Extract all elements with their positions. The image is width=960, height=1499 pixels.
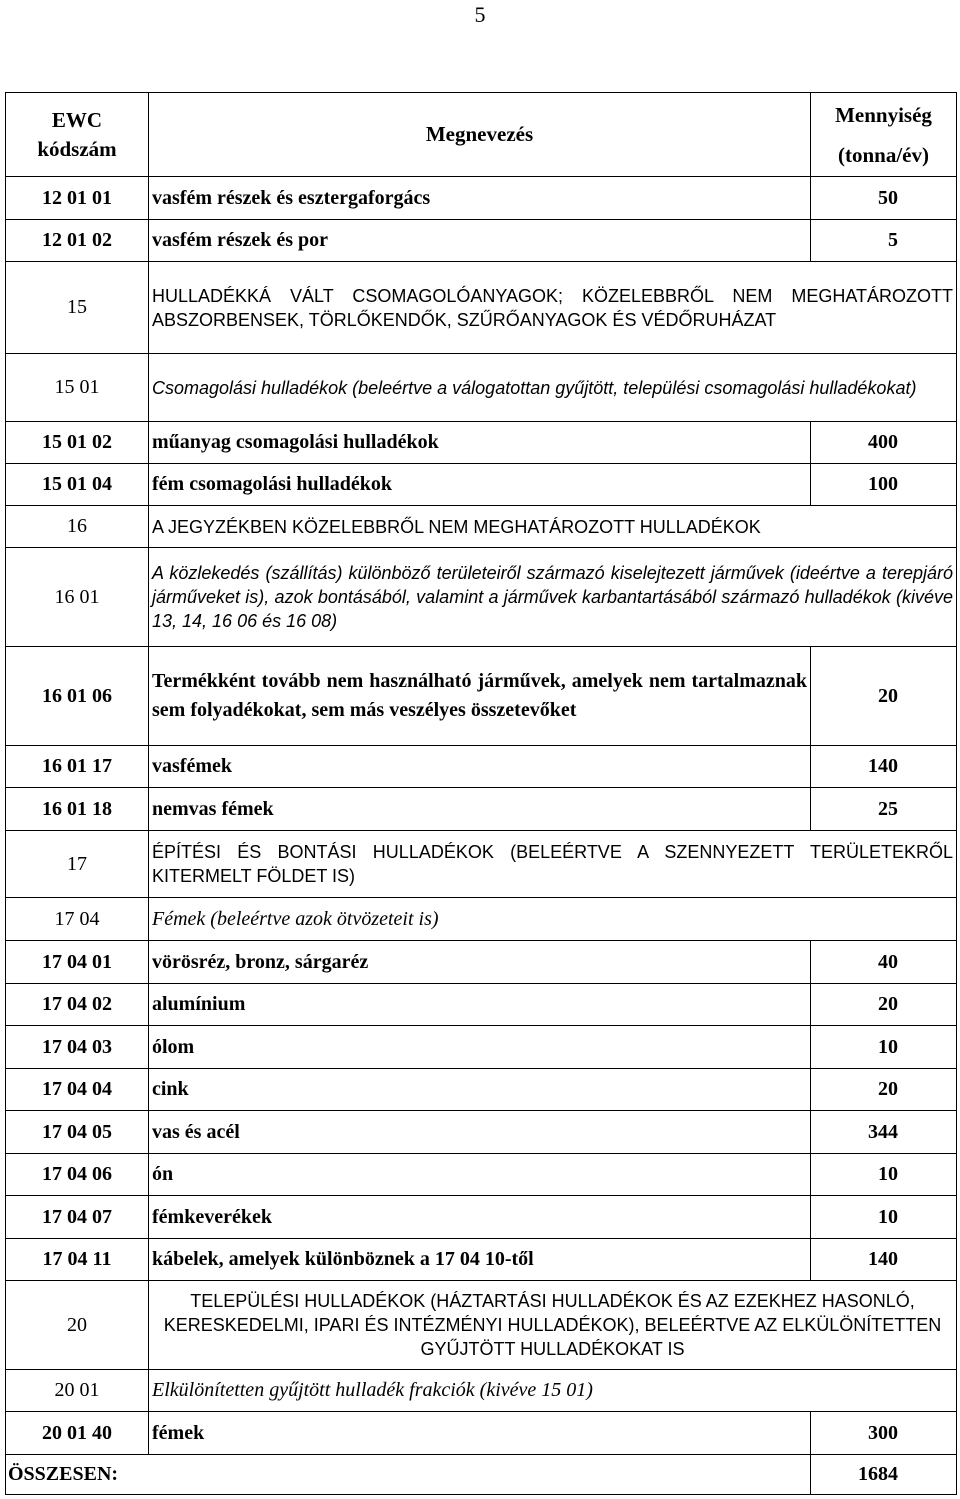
table-row: [6, 1026, 957, 1069]
ewc-code: 15 01 02: [6, 422, 149, 464]
waste-quantity: 20: [811, 1069, 957, 1111]
table-row: [6, 548, 957, 647]
table-row: [6, 177, 957, 220]
ewc-code: 17 04 06: [6, 1154, 149, 1196]
waste-group-name: A JEGYZÉKBEN KÖZELEBBRŐL NEM MEGHATÁROZOTT HULLADÉKOK: [149, 506, 957, 548]
waste-quantity: 20: [811, 984, 957, 1026]
ewc-code: 20 01: [6, 1370, 149, 1412]
total-row: [6, 1455, 957, 1495]
ewc-code: 20 01 40: [6, 1412, 149, 1455]
waste-quantity: 10: [811, 1196, 957, 1239]
waste-subgroup-name: A közlekedés (szállítás) különböző területeiről származó kiselejtezett járművek (ideértve a terepjáró járműveket is), azok bontásából, valamint a járművek karbantartásából származó hulladékok (kivéve 13, 14, 16 06 és 16 08): [149, 548, 957, 647]
waste-group-name: ÉPÍTÉSI ÉS BONTÁSI HULLADÉKOK (BELEÉRTVE A SZENNYEZETT TERÜLETEKRŐL KITERMELT FÖLDET IS): [149, 831, 957, 898]
ewc-code: 17 04 01: [6, 941, 149, 984]
header-qty: [811, 93, 957, 177]
ewc-code: 20: [6, 1281, 149, 1370]
header-code: EWC kódszám: [6, 93, 149, 177]
waste-quantity: 10: [811, 1154, 957, 1196]
waste-name: vas és acél: [149, 1111, 811, 1154]
ewc-code: 12 01 01: [6, 177, 149, 220]
waste-subgroup-name: Csomagolási hulladékok (beleértve a válogatottan gyűjtött, települési csomagolási hulladékokat): [149, 354, 957, 422]
table-row: [6, 1196, 957, 1239]
waste-name: fémek: [149, 1412, 811, 1455]
waste-quantity: 344: [811, 1111, 957, 1154]
header-qty-line2: (tonna/év): [838, 142, 929, 167]
waste-subgroup-name: Fémek (beleértve azok ötvözeteit is): [149, 898, 957, 941]
table-row: [6, 506, 957, 548]
ewc-code: 17 04 02: [6, 984, 149, 1026]
waste-name: cink: [149, 1069, 811, 1111]
header-name: Megnevezés: [149, 93, 811, 177]
ewc-code: 15: [6, 262, 149, 354]
waste-name: kábelek, amelyek különböznek a 17 04 10-től: [149, 1239, 811, 1281]
table-row: [6, 746, 957, 788]
ewc-code: 16 01 06: [6, 647, 149, 746]
ewc-code: 15 01: [6, 354, 149, 422]
table-row: [6, 831, 957, 898]
ewc-code: 17 04 07: [6, 1196, 149, 1239]
table-row: [6, 354, 957, 422]
table-row: [6, 220, 957, 262]
table-row: [6, 1412, 957, 1455]
total-label: ÖSSZESEN:: [6, 1455, 811, 1495]
waste-table: [5, 92, 957, 1495]
waste-name: műanyag csomagolási hulladékok: [149, 422, 811, 464]
table-row: [6, 262, 957, 354]
waste-quantity: 140: [811, 1239, 957, 1281]
waste-group-name: TELEPÜLÉSI HULLADÉKOK (HÁZTARTÁSI HULLADÉKOK ÉS AZ EZEKHEZ HASONLÓ, KERESKEDELMI, IPARI ÉS INTÉZMÉNYI HULLADÉKOK), BELEÉRTVE AZ ELKÜLÖNÍTETTEN GYŰJTÖTT HULLADÉKOKAT IS: [149, 1281, 957, 1370]
header-qty-line1: Mennyiség: [835, 102, 932, 127]
waste-name: vasfém részek és esztergaforgács: [149, 177, 811, 220]
ewc-code: 16 01 18: [6, 788, 149, 831]
table-row: [6, 1370, 957, 1412]
waste-name: Termékként tovább nem használható járművek, amelyek nem tartalmaznak sem folyadékokat, sem más veszélyes összetevőket: [149, 647, 811, 746]
waste-name: ón: [149, 1154, 811, 1196]
table-header-row: [6, 93, 957, 177]
table-row: [6, 1154, 957, 1196]
table-row: [6, 647, 957, 746]
waste-quantity: 100: [811, 464, 957, 506]
waste-name: ólom: [149, 1026, 811, 1069]
waste-name: alumínium: [149, 984, 811, 1026]
waste-subgroup-name: Elkülönítetten gyűjtött hulladék frakciók (kivéve 15 01): [149, 1370, 957, 1412]
ewc-code: 16 01 17: [6, 746, 149, 788]
table-row: [6, 1111, 957, 1154]
waste-quantity: 140: [811, 746, 957, 788]
ewc-code: 17 04 05: [6, 1111, 149, 1154]
ewc-code: 17 04: [6, 898, 149, 941]
waste-quantity: 40: [811, 941, 957, 984]
page-number: 5: [474, 2, 486, 27]
ewc-code: 17 04 03: [6, 1026, 149, 1069]
waste-name: nemvas fémek: [149, 788, 811, 831]
table-row: [6, 1281, 957, 1370]
waste-group-name: HULLADÉKKÁ VÁLT CSOMAGOLÓANYAGOK; KÖZELEBBRŐL NEM MEGHATÁROZOTT ABSZORBENSEK, TÖRLŐKENDŐK, SZŰRŐANYAGOK ÉS VÉDŐRUHÁZAT: [149, 262, 957, 354]
waste-quantity: 20: [811, 647, 957, 746]
waste-quantity: 25: [811, 788, 957, 831]
waste-name: vasfém részek és por: [149, 220, 811, 262]
waste-quantity: 5: [811, 220, 957, 262]
table-row: [6, 984, 957, 1026]
table-row: [6, 941, 957, 984]
table-row: [6, 464, 957, 506]
ewc-code: 16: [6, 506, 149, 548]
ewc-code: 17 04 11: [6, 1239, 149, 1281]
ewc-code: 17 04 04: [6, 1069, 149, 1111]
waste-name: fém csomagolási hulladékok: [149, 464, 811, 506]
ewc-code: 16 01: [6, 548, 149, 647]
table-row: [6, 1239, 957, 1281]
waste-name: vasfémek: [149, 746, 811, 788]
waste-quantity: 400: [811, 422, 957, 464]
waste-quantity: 50: [811, 177, 957, 220]
table-row: [6, 1069, 957, 1111]
table-row: [6, 788, 957, 831]
total-quantity: 1684: [811, 1455, 957, 1495]
waste-name: vörösréz, bronz, sárgaréz: [149, 941, 811, 984]
ewc-code: 17: [6, 831, 149, 898]
waste-quantity: 10: [811, 1026, 957, 1069]
ewc-code: 15 01 04: [6, 464, 149, 506]
table-row: [6, 898, 957, 941]
waste-name: fémkeverékek: [149, 1196, 811, 1239]
waste-quantity: 300: [811, 1412, 957, 1455]
ewc-code: 12 01 02: [6, 220, 149, 262]
table-row: [6, 422, 957, 464]
